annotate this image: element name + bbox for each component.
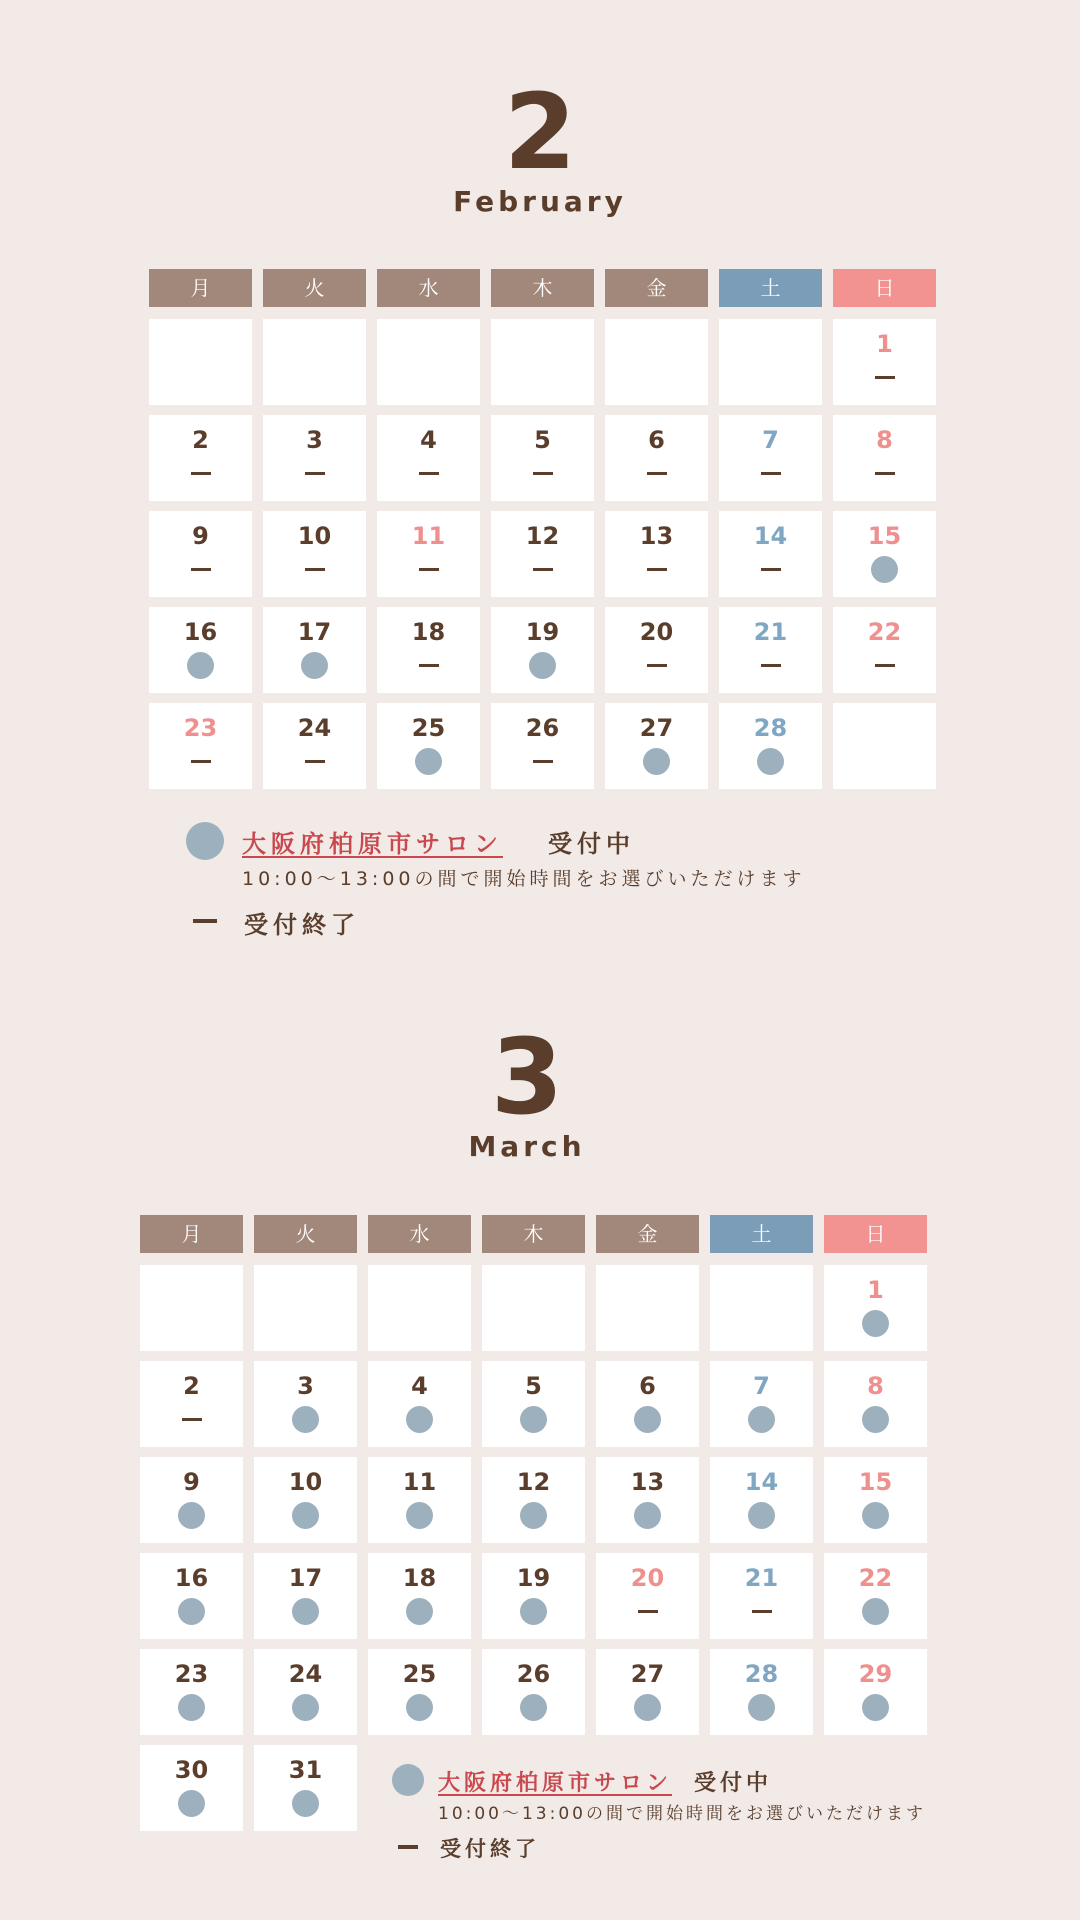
empty-day-cell xyxy=(377,319,480,405)
available-dot-icon xyxy=(178,1790,205,1817)
weekday-header: 木 xyxy=(482,1215,585,1253)
day-cell[interactable] xyxy=(140,1745,243,1831)
weekday-header: 金 xyxy=(605,269,708,307)
closed-dash-icon xyxy=(761,568,781,571)
day-cell[interactable] xyxy=(719,511,822,597)
empty-day-cell xyxy=(368,1265,471,1351)
day-number: 31 xyxy=(288,1756,323,1784)
day-cell[interactable] xyxy=(491,607,594,693)
closed-dash-icon xyxy=(638,1610,658,1613)
day-cell[interactable] xyxy=(596,1457,699,1543)
day-number: 21 xyxy=(753,618,788,646)
available-dot-icon xyxy=(292,1694,319,1721)
day-cell[interactable] xyxy=(377,607,480,693)
day-number: 5 xyxy=(525,1372,542,1400)
empty-day-cell xyxy=(140,1265,243,1351)
day-number: 24 xyxy=(288,1660,323,1688)
available-dot-icon xyxy=(748,1406,775,1433)
day-number: 20 xyxy=(639,618,674,646)
day-number: 5 xyxy=(534,426,551,454)
day-number: 17 xyxy=(297,618,332,646)
closed-dash-icon xyxy=(647,664,667,667)
weekday-header: 水 xyxy=(377,269,480,307)
day-number: 11 xyxy=(402,1468,437,1496)
available-dot-icon xyxy=(178,1598,205,1625)
available-dot-icon xyxy=(643,748,670,775)
weekday-header: 月 xyxy=(149,269,252,307)
day-number: 26 xyxy=(525,714,560,742)
closed-dash-icon xyxy=(533,568,553,571)
day-number: 9 xyxy=(192,522,209,550)
day-number: 15 xyxy=(867,522,902,550)
available-dot-icon xyxy=(862,1502,889,1529)
day-cell[interactable] xyxy=(596,1361,699,1447)
open-label: 受付中 xyxy=(548,830,635,858)
day-number: 12 xyxy=(516,1468,551,1496)
day-cell[interactable] xyxy=(140,1553,243,1639)
closed-dash-icon xyxy=(305,568,325,571)
day-cell[interactable] xyxy=(833,415,936,501)
day-number: 4 xyxy=(411,1372,428,1400)
closed-dash-icon xyxy=(398,1845,418,1849)
available-dot-icon xyxy=(862,1310,889,1337)
closed-dash-icon xyxy=(647,568,667,571)
day-cell[interactable] xyxy=(254,1553,357,1639)
day-cell[interactable] xyxy=(596,1553,699,1639)
day-number: 7 xyxy=(753,1372,770,1400)
day-cell[interactable] xyxy=(482,1553,585,1639)
hours-text: 10:00〜13:00の間で開始時間をお選びいただけます xyxy=(438,1804,926,1824)
closed-dash-icon xyxy=(305,472,325,475)
available-dot-icon xyxy=(406,1694,433,1721)
available-dot-icon xyxy=(862,1406,889,1433)
day-number: 10 xyxy=(288,1468,323,1496)
day-cell[interactable] xyxy=(824,1361,927,1447)
day-number: 21 xyxy=(744,1564,779,1592)
day-cell[interactable] xyxy=(833,607,936,693)
closed-dash-icon xyxy=(533,760,553,763)
day-cell[interactable] xyxy=(149,415,252,501)
day-cell[interactable] xyxy=(719,607,822,693)
weekday-header: 土 xyxy=(719,269,822,307)
day-number: 18 xyxy=(402,1564,437,1592)
empty-day-cell xyxy=(482,1265,585,1351)
closed-dash-icon xyxy=(875,376,895,379)
day-number: 26 xyxy=(516,1660,551,1688)
closed-dash-icon xyxy=(419,472,439,475)
available-dot-icon xyxy=(178,1502,205,1529)
open-label: 受付中 xyxy=(694,1771,773,1796)
empty-day-cell xyxy=(719,319,822,405)
available-dot-icon xyxy=(292,1502,319,1529)
day-number: 16 xyxy=(183,618,218,646)
day-number: 25 xyxy=(411,714,446,742)
day-cell[interactable] xyxy=(824,1457,927,1543)
closed-dash-icon xyxy=(182,1418,202,1421)
day-number: 4 xyxy=(420,426,437,454)
day-number: 3 xyxy=(306,426,323,454)
available-dot-icon xyxy=(415,748,442,775)
day-cell[interactable] xyxy=(710,1553,813,1639)
month-name-february: February xyxy=(453,185,627,218)
day-cell[interactable] xyxy=(824,1649,927,1735)
available-dot-icon xyxy=(520,1598,547,1625)
day-number: 19 xyxy=(516,1564,551,1592)
day-cell[interactable] xyxy=(368,1457,471,1543)
available-dot-icon xyxy=(520,1502,547,1529)
closed-dash-icon xyxy=(193,919,217,923)
day-cell[interactable] xyxy=(596,1649,699,1735)
available-dot-icon xyxy=(186,822,224,860)
closed-dash-icon xyxy=(875,472,895,475)
month-number-march: 3 xyxy=(490,1016,564,1138)
day-number: 13 xyxy=(630,1468,665,1496)
day-cell[interactable] xyxy=(482,1457,585,1543)
day-number: 9 xyxy=(183,1468,200,1496)
day-cell[interactable] xyxy=(824,1553,927,1639)
weekday-header: 木 xyxy=(491,269,594,307)
day-cell[interactable] xyxy=(710,1649,813,1735)
day-number: 22 xyxy=(858,1564,893,1592)
closed-dash-icon xyxy=(419,664,439,667)
weekday-header: 金 xyxy=(596,1215,699,1253)
empty-day-cell xyxy=(596,1265,699,1351)
day-cell[interactable] xyxy=(254,1649,357,1735)
closed-dash-icon xyxy=(191,472,211,475)
empty-day-cell xyxy=(254,1265,357,1351)
day-number: 20 xyxy=(630,1564,665,1592)
day-cell[interactable] xyxy=(833,319,936,405)
day-number: 23 xyxy=(183,714,218,742)
day-number: 8 xyxy=(876,426,893,454)
closed-label: 受付終了 xyxy=(244,911,360,939)
day-cell[interactable] xyxy=(254,1361,357,1447)
day-cell[interactable] xyxy=(149,511,252,597)
day-cell[interactable] xyxy=(263,415,366,501)
closed-dash-icon xyxy=(752,1610,772,1613)
day-cell[interactable] xyxy=(719,703,822,789)
day-number: 8 xyxy=(867,1372,884,1400)
month-name-march: March xyxy=(468,1130,586,1163)
weekday-header: 日 xyxy=(833,269,936,307)
closed-dash-icon xyxy=(875,664,895,667)
available-dot-icon xyxy=(748,1502,775,1529)
weekday-header: 月 xyxy=(140,1215,243,1253)
weekday-header: 水 xyxy=(368,1215,471,1253)
available-dot-icon xyxy=(406,1406,433,1433)
month-number-february: 2 xyxy=(503,71,577,193)
day-cell[interactable] xyxy=(605,415,708,501)
day-cell[interactable] xyxy=(605,511,708,597)
day-number: 14 xyxy=(753,522,788,550)
available-dot-icon xyxy=(862,1598,889,1625)
day-number: 15 xyxy=(858,1468,893,1496)
available-dot-icon xyxy=(529,652,556,679)
available-dot-icon xyxy=(520,1406,547,1433)
day-number: 17 xyxy=(288,1564,323,1592)
day-number: 27 xyxy=(630,1660,665,1688)
closed-dash-icon xyxy=(533,472,553,475)
closed-dash-icon xyxy=(761,664,781,667)
day-cell[interactable] xyxy=(140,1649,243,1735)
day-cell[interactable] xyxy=(491,511,594,597)
salon-link[interactable]: 大阪府柏原市サロン xyxy=(242,830,503,858)
available-dot-icon xyxy=(292,1406,319,1433)
available-dot-icon xyxy=(871,556,898,583)
day-number: 25 xyxy=(402,1660,437,1688)
day-cell[interactable] xyxy=(263,703,366,789)
day-cell[interactable] xyxy=(377,703,480,789)
day-cell[interactable] xyxy=(377,415,480,501)
available-dot-icon xyxy=(862,1694,889,1721)
empty-day-cell xyxy=(605,319,708,405)
day-cell[interactable] xyxy=(377,511,480,597)
closed-label: 受付終了 xyxy=(440,1837,540,1861)
available-dot-icon xyxy=(634,1406,661,1433)
day-cell[interactable] xyxy=(605,703,708,789)
empty-day-cell xyxy=(491,319,594,405)
day-cell[interactable] xyxy=(149,607,252,693)
day-cell[interactable] xyxy=(824,1265,927,1351)
day-cell[interactable] xyxy=(263,607,366,693)
available-dot-icon xyxy=(292,1790,319,1817)
closed-dash-icon xyxy=(191,760,211,763)
day-number: 18 xyxy=(411,618,446,646)
available-dot-icon xyxy=(634,1694,661,1721)
day-cell[interactable] xyxy=(263,511,366,597)
hours-text: 10:00〜13:00の間で開始時間をお選びいただけます xyxy=(242,868,806,890)
day-number: 2 xyxy=(192,426,209,454)
day-number: 27 xyxy=(639,714,674,742)
day-number: 19 xyxy=(525,618,560,646)
day-number: 14 xyxy=(744,1468,779,1496)
closed-dash-icon xyxy=(305,760,325,763)
empty-day-cell xyxy=(149,319,252,405)
day-number: 16 xyxy=(174,1564,209,1592)
closed-dash-icon xyxy=(419,568,439,571)
day-number: 2 xyxy=(183,1372,200,1400)
day-number: 12 xyxy=(525,522,560,550)
day-number: 6 xyxy=(648,426,665,454)
day-cell[interactable] xyxy=(482,1649,585,1735)
available-dot-icon xyxy=(178,1694,205,1721)
day-cell[interactable] xyxy=(482,1361,585,1447)
available-dot-icon xyxy=(757,748,784,775)
day-cell[interactable] xyxy=(719,415,822,501)
closed-dash-icon xyxy=(647,472,667,475)
day-number: 28 xyxy=(744,1660,779,1688)
closed-dash-icon xyxy=(761,472,781,475)
weekday-header: 土 xyxy=(710,1215,813,1253)
day-number: 7 xyxy=(762,426,779,454)
available-dot-icon xyxy=(187,652,214,679)
available-dot-icon xyxy=(392,1764,424,1796)
day-number: 24 xyxy=(297,714,332,742)
weekday-header: 火 xyxy=(254,1215,357,1253)
day-cell[interactable] xyxy=(254,1457,357,1543)
weekday-header: 日 xyxy=(824,1215,927,1253)
day-number: 30 xyxy=(174,1756,209,1784)
day-cell[interactable] xyxy=(368,1553,471,1639)
day-cell[interactable] xyxy=(491,703,594,789)
available-dot-icon xyxy=(520,1694,547,1721)
available-dot-icon xyxy=(748,1694,775,1721)
day-cell[interactable] xyxy=(491,415,594,501)
day-cell[interactable] xyxy=(710,1361,813,1447)
day-number: 10 xyxy=(297,522,332,550)
day-number: 13 xyxy=(639,522,674,550)
day-number: 3 xyxy=(297,1372,314,1400)
closed-dash-icon xyxy=(191,568,211,571)
day-number: 29 xyxy=(858,1660,893,1688)
available-dot-icon xyxy=(634,1502,661,1529)
available-dot-icon xyxy=(406,1598,433,1625)
empty-day-cell xyxy=(833,703,936,789)
empty-day-cell xyxy=(263,319,366,405)
available-dot-icon xyxy=(292,1598,319,1625)
day-cell[interactable] xyxy=(368,1361,471,1447)
available-dot-icon xyxy=(406,1502,433,1529)
salon-link[interactable]: 大阪府柏原市サロン xyxy=(438,1771,673,1796)
day-cell[interactable] xyxy=(140,1457,243,1543)
day-number: 1 xyxy=(876,330,893,358)
available-dot-icon xyxy=(301,652,328,679)
day-cell[interactable] xyxy=(833,511,936,597)
day-number: 23 xyxy=(174,1660,209,1688)
day-number: 6 xyxy=(639,1372,656,1400)
empty-day-cell xyxy=(710,1265,813,1351)
day-cell[interactable] xyxy=(368,1649,471,1735)
day-number: 1 xyxy=(867,1276,884,1304)
day-number: 28 xyxy=(753,714,788,742)
day-cell[interactable] xyxy=(149,703,252,789)
day-cell[interactable] xyxy=(605,607,708,693)
weekday-header: 火 xyxy=(263,269,366,307)
day-number: 22 xyxy=(867,618,902,646)
day-cell[interactable] xyxy=(254,1745,357,1831)
day-number: 11 xyxy=(411,522,446,550)
day-cell[interactable] xyxy=(710,1457,813,1543)
day-cell[interactable] xyxy=(140,1361,243,1447)
